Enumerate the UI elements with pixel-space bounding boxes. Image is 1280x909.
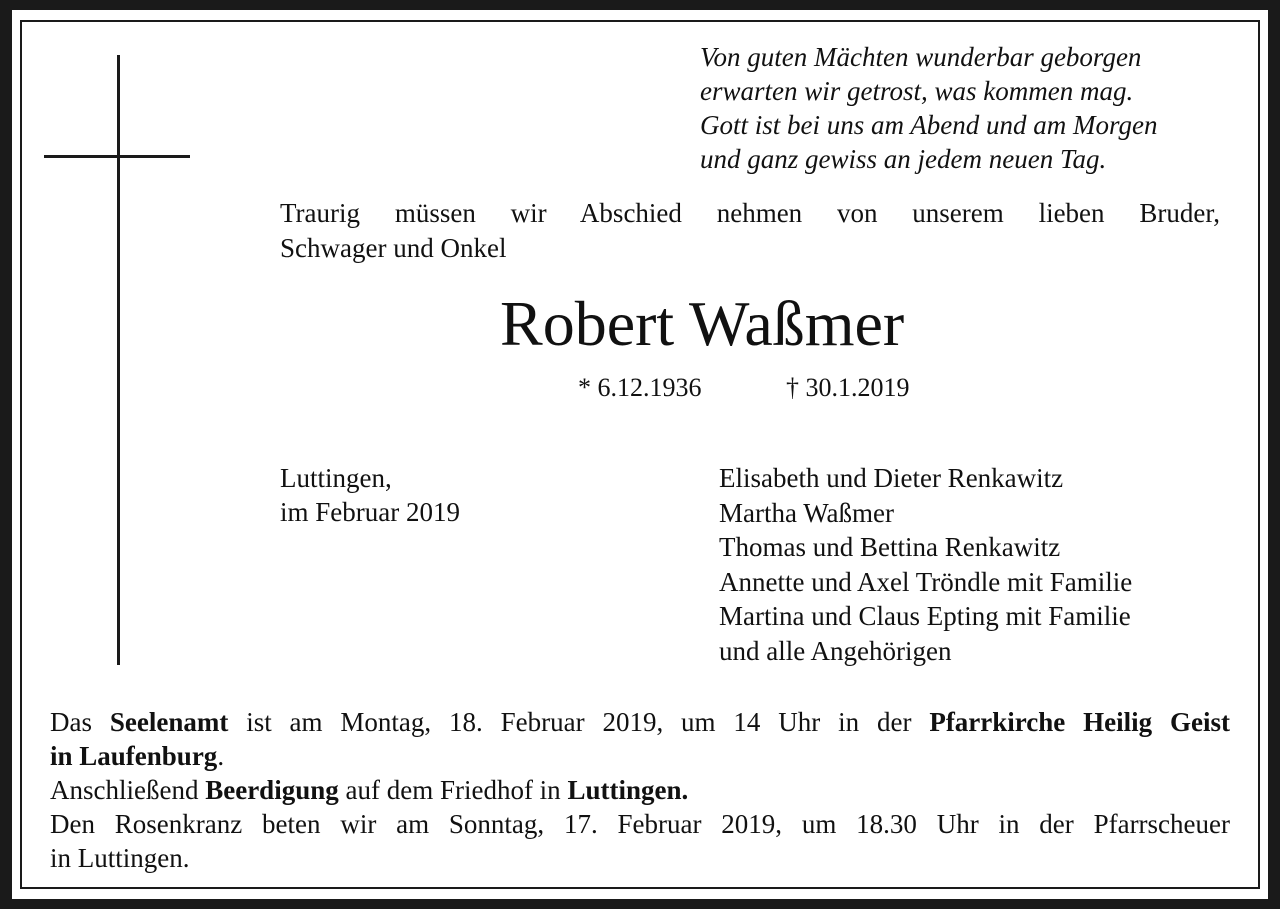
burial-keyword: Beerdigung <box>205 775 339 805</box>
mourner-entry: Elisabeth und Dieter Renkawitz <box>719 463 1064 493</box>
death-date: † 30.1.2019 <box>786 373 910 402</box>
intro-line-1: Traurig müssen wir Abschied nehmen von unserem lieben Bruder, <box>280 198 1220 228</box>
poem-line: Von guten Mächten wunderbar geborgen <box>700 42 1142 72</box>
mourners-list <box>719 461 1132 668</box>
burial-place: Luttingen. <box>567 775 689 805</box>
place-line: Luttingen, <box>280 463 392 493</box>
requiem-keyword: Seelenamt <box>109 707 229 737</box>
requiem-line <box>50 705 1230 739</box>
birth-date: * 6.12.1936 <box>578 373 702 402</box>
requiem-details: ist am Montag, 18. Februar 2019, um 14 Uhr in der <box>228 707 930 737</box>
date-line: im Februar 2019 <box>280 497 460 527</box>
intro-line-2: Schwager und Onkel <box>280 233 507 263</box>
mourner-entry: Annette und Axel Tröndle mit Familie <box>719 566 1133 597</box>
church-name: Pfarrkirche Heilig Geist <box>929 707 1230 737</box>
mourner-entry: Martha Waßmer <box>719 497 895 528</box>
burial-details: auf dem Friedhof in <box>338 775 568 805</box>
cross-icon-vertical-bar <box>117 55 120 665</box>
requiem-end: . <box>217 741 225 771</box>
rosary-line: Den Rosenkranz beten wir am Sonntag, 17. Februar 2019, um 18.30 Uhr in der Pfarrscheuer <box>50 809 1230 839</box>
intro-text <box>280 196 1220 266</box>
mourner-entry: Martina und Claus Epting mit Familie <box>719 601 1131 631</box>
burial-line <box>50 773 1230 807</box>
church-location: in Laufenburg <box>50 741 218 771</box>
rosary-line-2: in Luttingen. <box>50 843 190 873</box>
requiem-line-2 <box>50 739 1230 773</box>
requiem-prefix: Das <box>50 707 110 737</box>
burial-prefix: Anschließend <box>50 775 206 805</box>
mourner-entry: Thomas und Bettina Renkawitz <box>719 532 1061 562</box>
poem-line: und ganz gewiss an jedem neuen Tag. <box>700 144 1107 174</box>
poem <box>700 40 1157 176</box>
service-notice <box>50 705 1230 875</box>
poem-line: erwarten wir getrost, was kommen mag. <box>700 76 1134 106</box>
place-and-date <box>280 461 460 529</box>
cross-icon-horizontal-bar <box>44 155 190 158</box>
deceased-name: Robert Waßmer <box>500 288 905 359</box>
mourner-entry: und alle Angehörigen <box>719 635 952 666</box>
poem-line: Gott ist bei uns am Abend und am Morgen <box>700 110 1158 140</box>
